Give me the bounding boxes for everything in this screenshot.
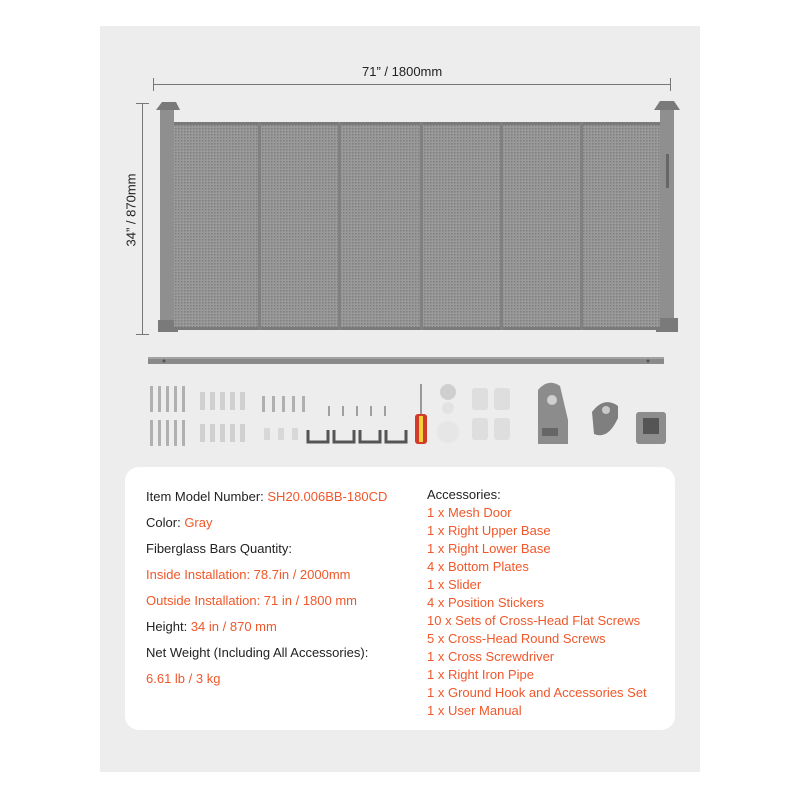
screwdriver bbox=[415, 384, 427, 444]
accessory-item: 1 x Mesh Door bbox=[427, 505, 512, 520]
accessories-parts-image bbox=[138, 378, 678, 452]
right-upper-base bbox=[538, 383, 568, 444]
height-dimension-label: 34” / 870mm bbox=[123, 173, 139, 247]
accessory-item: 1 x Cross Screwdriver bbox=[427, 649, 555, 664]
net-weight-label: Net Weight (Including All Accessories): bbox=[146, 645, 369, 660]
accessory-item: 4 x Bottom Plates bbox=[427, 559, 529, 574]
height-dimension-line bbox=[142, 103, 143, 335]
right-post-cap bbox=[654, 101, 680, 110]
model-number-value: SH20.006BB-180CD bbox=[267, 489, 388, 504]
specifications-panel bbox=[125, 467, 675, 730]
height-row bbox=[146, 619, 277, 634]
position-stickers bbox=[472, 388, 510, 440]
round-screws bbox=[328, 406, 386, 416]
right-post bbox=[660, 108, 674, 332]
inside-installation: Inside Installation: 78.7in / 2000mm bbox=[146, 567, 351, 582]
height-label: Height: bbox=[146, 619, 188, 634]
long-screws bbox=[150, 386, 185, 446]
color-value: Gray bbox=[184, 515, 213, 530]
color-row bbox=[146, 515, 212, 530]
accessory-item: 1 x Right Lower Base bbox=[427, 541, 551, 556]
fiberglass-bar bbox=[500, 122, 503, 330]
accessory-item: 5 x Cross-Head Round Screws bbox=[427, 631, 606, 646]
accessory-item: 1 x Ground Hook and Accessories Set bbox=[427, 685, 647, 700]
right-lower-base bbox=[592, 402, 618, 435]
fiberglass-bar bbox=[580, 122, 583, 330]
outside-installation: Outside Installation: 71 in / 1800 mm bbox=[146, 593, 358, 608]
accessories-title: Accessories: bbox=[427, 487, 501, 502]
bottom-plates bbox=[308, 430, 406, 442]
fiberglass-bar bbox=[420, 122, 423, 330]
mesh-gate-image bbox=[148, 98, 684, 338]
width-dimension-tick-right bbox=[670, 78, 671, 91]
net-weight-value: 6.61 lb / 3 kg bbox=[146, 671, 221, 686]
accessory-item: 4 x Position Stickers bbox=[427, 595, 545, 610]
fiberglass-bar bbox=[338, 122, 341, 330]
fiberglass-bars-label: Fiberglass Bars Quantity: bbox=[146, 541, 292, 556]
ground-hook-set bbox=[437, 384, 459, 443]
height-value: 34 in / 870 mm bbox=[190, 619, 277, 634]
model-number-label: Item Model Number: bbox=[146, 489, 264, 504]
accessories-list bbox=[427, 504, 647, 720]
width-dimension-label: 71” / 1800mm bbox=[362, 64, 443, 79]
left-post-cap bbox=[156, 102, 180, 110]
mesh-panel bbox=[174, 122, 660, 330]
iron-pipe-image bbox=[148, 356, 664, 366]
accessory-item: 1 x User Manual bbox=[427, 703, 522, 718]
wall-anchors bbox=[200, 392, 245, 442]
accessory-item: 1 x Right Upper Base bbox=[427, 523, 551, 538]
fiberglass-bar bbox=[258, 122, 261, 330]
short-screws bbox=[262, 396, 305, 440]
slider bbox=[636, 412, 666, 444]
width-dimension-line bbox=[153, 84, 671, 85]
color-label: Color: bbox=[146, 515, 181, 530]
model-number-row bbox=[146, 489, 387, 504]
accessory-item: 1 x Slider bbox=[427, 577, 482, 592]
accessory-item: 1 x Right Iron Pipe bbox=[427, 667, 534, 682]
width-dimension-tick-left bbox=[153, 78, 154, 91]
accessory-item: 10 x Sets of Cross-Head Flat Screws bbox=[427, 613, 641, 628]
left-post bbox=[160, 110, 174, 332]
